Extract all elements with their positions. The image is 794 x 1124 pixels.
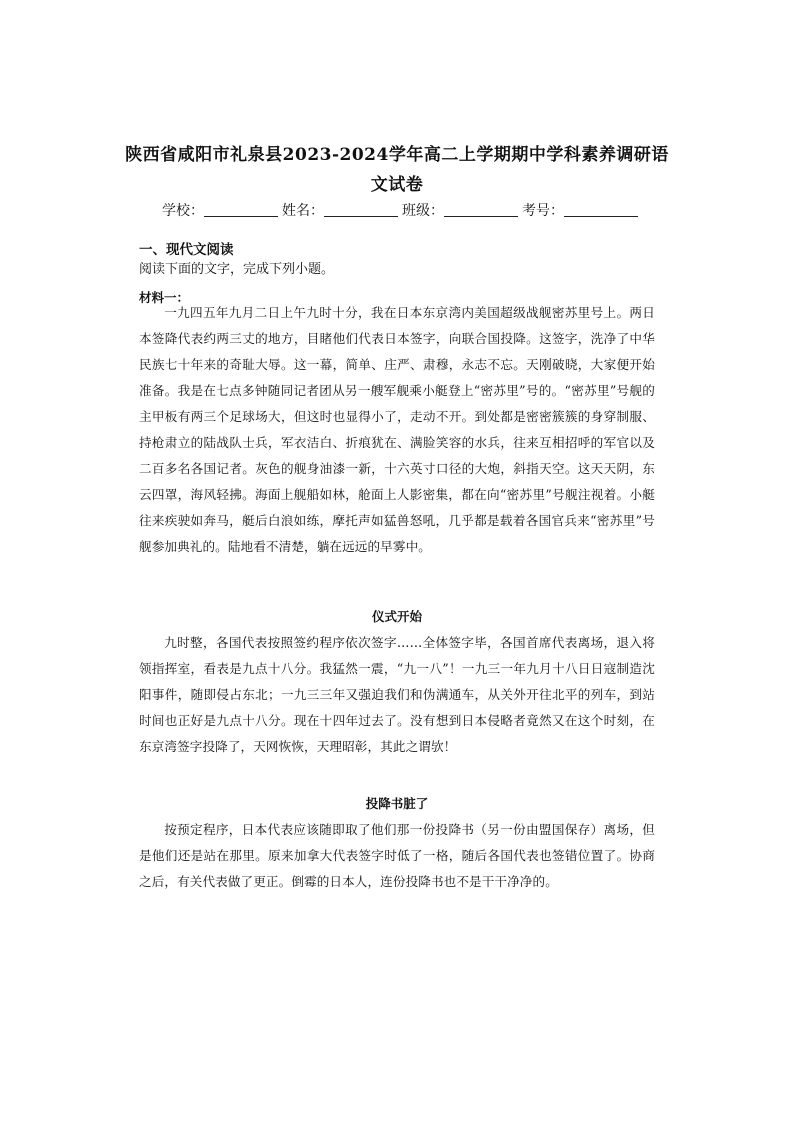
section-heading: 一、现代文阅读 <box>139 242 234 258</box>
number-blank <box>564 200 638 217</box>
student-info-row <box>162 200 642 222</box>
name-blank <box>324 200 398 217</box>
school-blank <box>204 200 278 217</box>
school-label: 学校： <box>162 203 204 219</box>
subheading-ceremony-start: 仪式开始 <box>371 609 422 624</box>
reading-instruction: 阅读下面的文字，完成下列小题。 <box>139 262 335 277</box>
material-label: 材料一： <box>139 290 190 305</box>
paragraph-1: 一九四五年九月二日上午九时十分，我在日本东京湾内美国超级战舰密苏里号上。两日本签降代表约两三丈的地方，目睹他们代表日本签字，向联合国投降。这签字，洗净了中华民族七十年来的奇耻大辱。这一幕，简单、庄严、肃穆，永志不忘。天刚破晓，大家便开始准备。我是在七点多钟随同记者团从另一艘军舰乘小艇登上“密苏里”号的。“密苏里”号舰的主甲板有两三个足球场大，但这时也显得小了，走动不开。到处都是密密簇簇的身穿制服、持枪肃立的陆战队士兵，军衣洁白、折痕犹在、满脸笑容的水兵，往来互相招呼的军官以及二百多名各国记者。灰色的舰身油漆一新，十六英寸口径的大炮，斜指天空。这天天阴，东云四罩，海风轻拂。海面上舰船如林，舱面上人影密集，都在向“密苏里”号舰注视着。小艇往来疾驶如奔马，艇后白浪如练，摩托声如猛兽怒吼，几乎都是载着各国官兵来“密苏里”号舰参加典礼的。陆地看不清楚，躺在远远的早雾中。 <box>139 305 655 554</box>
name-label: 姓名： <box>282 203 324 219</box>
class-blank <box>444 200 518 217</box>
number-label: 考号： <box>522 203 564 219</box>
subheading-dirty-surrender: 投降书脏了 <box>365 796 429 811</box>
paragraph-2: 九时整，各国代表按照签约程序依次签字……全体签字毕，各国首席代表离场，退入将领指挥室，看表是九点十八分。我猛然一震，“九一八”！一九三一年九月十八日日寇制造沈阳事件，随即侵占东北；一九三三年又强迫我们和伪满通车，从关外开往北平的列车，到站时间也正好是九点十八分。现在十四年过去了。没有想到日本侵略者竟然又在这个时刻，在东京湾签字投降了，天网恢恢，天理昭彰，其此之谓欤！ <box>139 635 655 754</box>
class-label: 班级： <box>402 203 444 219</box>
paragraph-3: 按预定程序，日本代表应该随即取了他们那一份投降书（另一份由盟国保存）离场，但是他们还是站在那里。原来加拿大代表签字时低了一格，随后各国代表也签错位置了。协商之后，有关代表做了更正。倒霉的日本人，连份投降书也不是干干净净的。 <box>139 822 655 889</box>
exam-title: 陕西省咸阳市礼泉县2023-2024学年高二上学期期中学科素养调研语文试卷 <box>125 145 669 195</box>
